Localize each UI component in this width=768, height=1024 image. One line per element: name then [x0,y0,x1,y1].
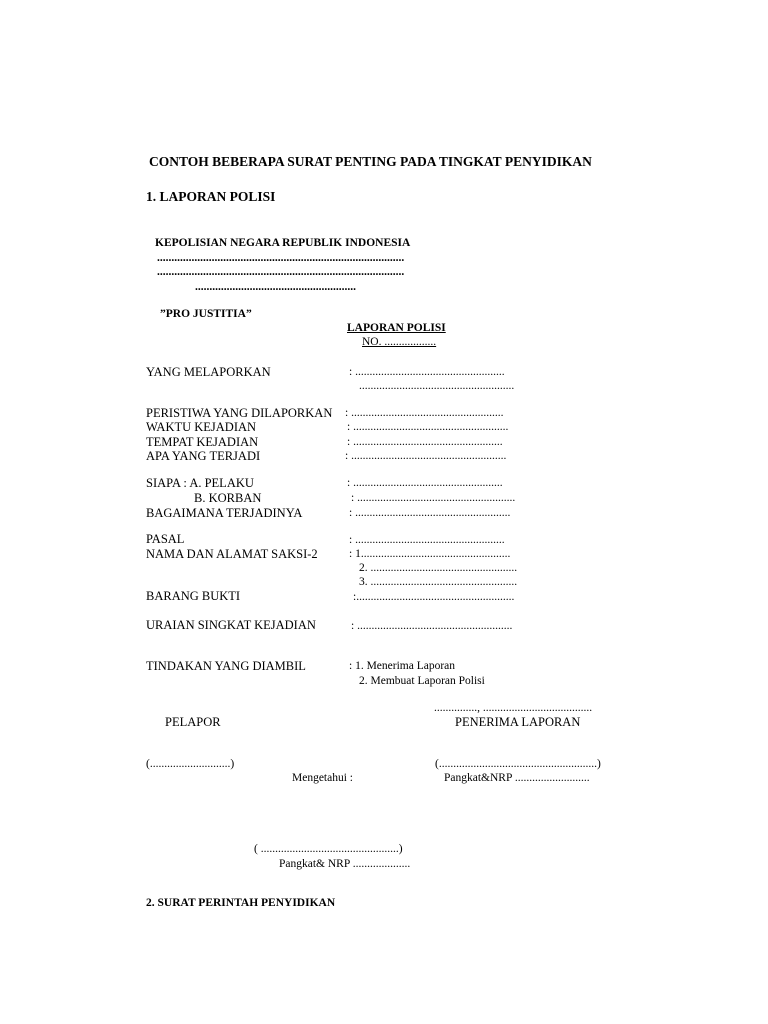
pelapor-signature-line: (............................) [146,758,235,770]
header-dotted-line-2: ...................................................................................... [157,266,405,278]
field-label-bagaimana: BAGAIMANA TERJADINYA [146,506,303,520]
field-value-korban: : ....................................................... [351,492,516,504]
header-dotted-line-1: ...................................................................................... [157,252,405,264]
field-value-waktu-kejadian: : ...................................................... [347,421,509,433]
section1-title: 1. LAPORAN POLISI [146,189,276,204]
field-label-apa-yang-terjadi: APA YANG TERJADI [146,449,261,463]
field-label-uraian: URAIAN SINGKAT KEJADIAN [146,618,316,632]
header-dotted-line-3: ........................................................ [195,281,356,293]
field-value-barang-bukti: :....................................................... [353,591,515,603]
field-value-yang-melaporkan: : .................................................... [349,366,505,378]
field-value-bagaimana: : ...................................................... [349,507,511,519]
field-value-peristiwa: : ..................................................... [345,407,504,419]
field-label-tempat-kejadian: TEMPAT KEJADIAN [146,435,259,449]
field-value-pelaku: : .................................................... [347,477,503,489]
field-value-tindakan-2: 2. Membuat Laporan Polisi [359,675,485,687]
section2-title: 2. SURAT PERINTAH PENYIDIKAN [146,897,336,909]
field-label-peristiwa: PERISTIWA YANG DILAPORKAN [146,406,333,420]
report-number: NO. .................. [362,336,437,348]
field-label-saksi: NAMA DAN ALAMAT SAKSI-2 [146,547,318,561]
atasan-signature-line: ( ................................................) [254,843,403,855]
field-value-saksi-3: 3. ................................................... [359,576,518,588]
field-label-tindakan: TINDAKAN YANG DIAMBIL [146,659,306,673]
pro-justitia: ”PRO JUSTITIA” [160,308,252,320]
atasan-pangkat-nrp: Pangkat& NRP .................... [279,858,411,870]
place-date-line: ..............., ...................................... [434,702,593,714]
penerima-label: PENERIMA LAPORAN [455,715,581,729]
field-label-barang-bukti: BARANG BUKTI [146,589,241,603]
field-label-korban: B. KORBAN [194,491,262,505]
field-label-pasal: PASAL [146,532,185,546]
penerima-signature-line: (.......................................................) [435,758,601,770]
field-value-apa-yang-terjadi: : ...................................................... [345,450,507,462]
field-label-pelaku: SIAPA : A. PELAKU [146,476,254,490]
field-label-yang-melaporkan: YANG MELAPORKAN [146,365,271,379]
field-value-saksi-2: 2. ................................................... [359,562,518,574]
field-value-yang-melaporkan-2: ...................................................... [359,380,515,392]
mengetahui-label: Mengetahui : [292,772,353,784]
field-value-pasal: : .................................................... [349,534,505,546]
field-value-uraian: : ...................................................... [351,620,513,632]
penerima-pangkat-nrp: Pangkat&NRP .......................... [444,772,590,784]
field-value-tempat-kejadian: : .................................................... [347,436,503,448]
field-value-saksi-1: : 1.................................................... [349,548,511,560]
field-value-tindakan-1: : 1. Menerima Laporan [349,660,456,672]
report-title: LAPORAN POLISI [347,322,446,334]
main-title: CONTOH BEBERAPA SURAT PENTING PADA TINGKAT PENYIDIKAN [149,154,592,169]
field-label-waktu-kejadian: WAKTU KEJADIAN [146,420,257,434]
pelapor-label: PELAPOR [165,715,221,729]
institution-name: KEPOLISIAN NEGARA REPUBLIK INDONESIA [155,237,411,249]
